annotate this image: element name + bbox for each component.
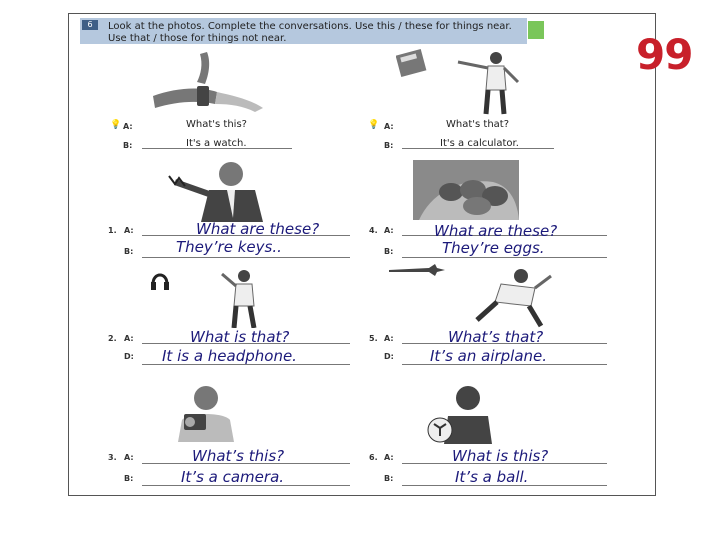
instructions-line-1: Look at the photos. Complete the conversations. Use this / these for things near. xyxy=(108,21,512,32)
camera-photo xyxy=(168,384,244,442)
item-number: 4. xyxy=(369,226,378,235)
instructions-line-2: Use that / those for things not near. xyxy=(108,33,287,44)
calculator-photo xyxy=(396,48,526,118)
label-b: B: xyxy=(124,474,134,483)
answer-line xyxy=(402,148,554,149)
item-5-question: What’s that? xyxy=(448,328,544,346)
label-a: A: xyxy=(384,334,394,343)
label-d: D: xyxy=(124,352,134,361)
label-b: B: xyxy=(384,141,394,150)
watch-photo xyxy=(145,52,265,112)
item-6-question: What is this? xyxy=(452,447,549,465)
example-2-question: What's that? xyxy=(446,119,510,130)
lightbulb-icon: 💡 xyxy=(368,120,380,130)
answer-line xyxy=(402,257,607,258)
item-4-question: What are these? xyxy=(434,222,558,240)
ball-photo xyxy=(424,384,504,444)
item-6-answer: It’s a ball. xyxy=(455,468,529,486)
label-a: A: xyxy=(124,334,134,343)
label-a: A: xyxy=(384,122,394,131)
item-number: 6. xyxy=(369,453,378,462)
green-tab xyxy=(528,21,544,39)
eggs-photo xyxy=(413,160,519,220)
item-3-answer: It’s a camera. xyxy=(181,468,285,486)
item-number: 1. xyxy=(108,226,117,235)
item-number: 2. xyxy=(108,334,117,343)
label-a: A: xyxy=(384,226,394,235)
item-number: 3. xyxy=(108,453,117,462)
label-a: A: xyxy=(124,226,134,235)
item-3-question: What’s this? xyxy=(192,447,285,465)
page-number: 99 xyxy=(636,30,693,79)
section-number: 6 xyxy=(82,20,98,30)
label-a: A: xyxy=(123,122,133,131)
headphone-photo xyxy=(150,266,270,328)
label-a: A: xyxy=(124,453,134,462)
item-4-answer: They’re eggs. xyxy=(442,239,545,257)
label-d: D: xyxy=(384,352,394,361)
item-2-answer: It is a headphone. xyxy=(162,347,297,365)
example-1-answer: It's a watch. xyxy=(186,138,247,149)
label-b: B: xyxy=(384,474,394,483)
keys-photo xyxy=(155,160,265,222)
label-a: A: xyxy=(384,453,394,462)
airplane-photo xyxy=(385,262,555,332)
item-2-question: What is that? xyxy=(190,328,290,346)
example-2-answer: It's a calculator. xyxy=(440,138,519,149)
item-1-answer: They’re keys.. xyxy=(176,238,282,256)
answer-line xyxy=(142,257,350,258)
label-b: B: xyxy=(123,141,133,150)
label-b: B: xyxy=(124,247,134,256)
item-5-answer: It’s an airplane. xyxy=(430,347,548,365)
example-1-question: What's this? xyxy=(186,119,247,130)
item-1-question: What are these? xyxy=(196,220,320,238)
label-b: B: xyxy=(384,247,394,256)
lightbulb-icon: 💡 xyxy=(110,120,122,130)
answer-line xyxy=(142,148,292,149)
item-number: 5. xyxy=(369,334,378,343)
